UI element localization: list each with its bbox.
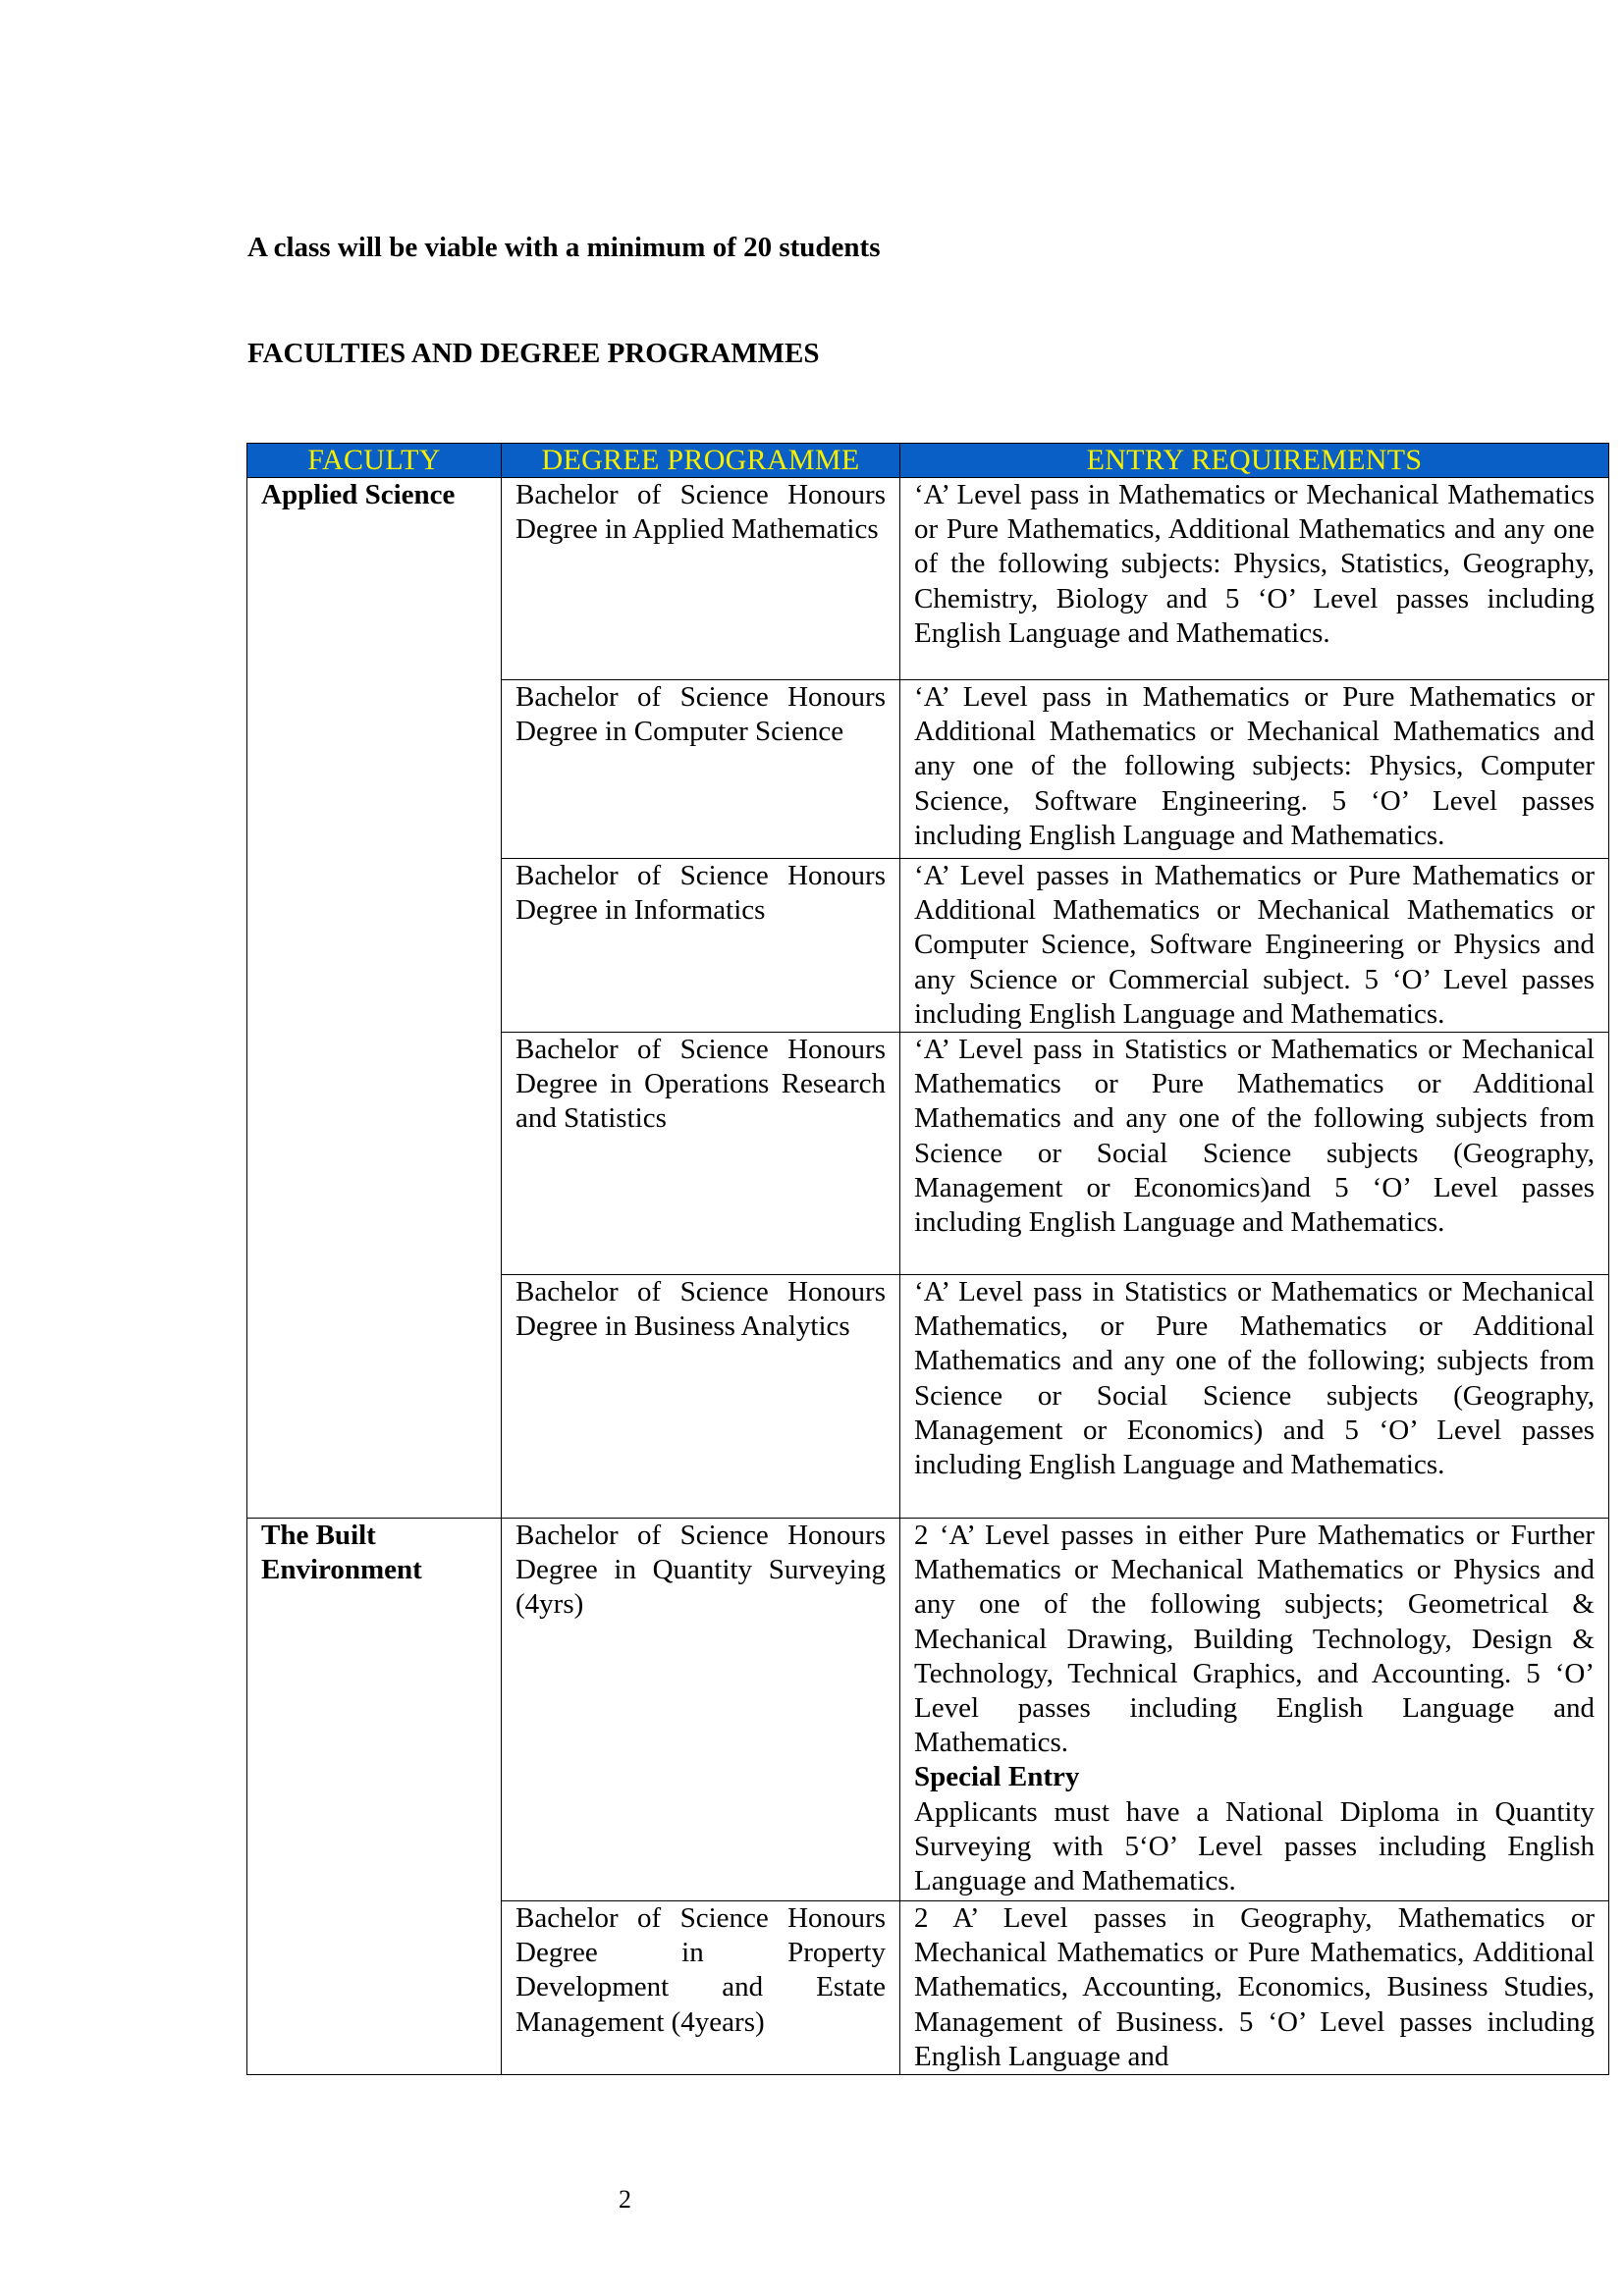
page-number: 2 [619, 2185, 631, 2214]
faculty-cell [247, 1275, 502, 1519]
programme-cell: Bachelor of Science Honours Degree in Property Development and Estate Management (4years) [502, 1901, 900, 2075]
faculty-cell [247, 1901, 502, 2075]
table-row [247, 478, 1609, 680]
programme-cell: Bachelor of Science Honours Degree in Quantity Surveying (4yrs) [502, 1519, 900, 1901]
requirements-cell: ‘A’ Level pass in Mathematics or Pure Mathematics or Additional Mathematics or Mechanical Mathematics and any one of the following subjects: Physics, Computer Science, Software Engineering. 5 ‘O’ Level passes including English Language and Mathematics. [900, 680, 1609, 859]
table-row [247, 1519, 1609, 1901]
table-header-row [247, 444, 1609, 478]
programme-cell: Bachelor of Science Honours Degree in Informatics [502, 859, 900, 1033]
programmes-table [246, 443, 1609, 2075]
header-faculty: FACULTY [247, 444, 502, 478]
special-entry-heading: Special Entry [914, 1761, 1080, 1793]
faculty-cell: The Built Environment [247, 1519, 502, 1901]
programme-cell: Bachelor of Science Honours Degree in Applied Mathematics [502, 478, 900, 680]
section-heading: FACULTIES AND DEGREE PROGRAMMES [247, 338, 820, 369]
requirements-cell: ‘A’ Level pass in Statistics or Mathematics or Mechanical Mathematics or Pure Mathematics or Additional Mathematics and any one of the following subjects from Science or Social Science subjects (Geography, Management or Economics)and 5 ‘O’ Level passes including English Language and Mathematics. [900, 1033, 1609, 1275]
requirements-cell: ‘A’ Level pass in Mathematics or Mechanical Mathematics or Pure Mathematics, Additional Mathematics and any one of the following subjects: Physics, Statistics, Geography, Chemistry, Biology and 5 ‘O’ Level passes including English Language and Mathematics. [900, 478, 1609, 680]
table-row [247, 680, 1609, 859]
requirements-text: 2 ‘A’ Level passes in either Pure Mathematics or Further Mathematics or Mechanical Mathematics or Physics and any one of the following subjects; Geometrical & Mechanical Drawing, Building Technology, Design & Technology, Technical Graphics, and Accounting. 5 ‘O’ Level passes including English Language and Mathematics. [914, 1520, 1595, 1759]
faculty-cell [247, 859, 502, 1033]
header-entry-requirements: ENTRY REQUIREMENTS [900, 444, 1609, 478]
viability-notice: A class will be viable with a minimum of 20 students [247, 232, 881, 263]
table-row [247, 1275, 1609, 1519]
programme-cell: Bachelor of Science Honours Degree in Computer Science [502, 680, 900, 859]
requirements-cell: ‘A’ Level pass in Statistics or Mathematics or Mechanical Mathematics, or Pure Mathematics or Additional Mathematics and any one of the following; subjects from Science or Social Science subjects (Geography, Management or Economics) and 5 ‘O’ Level passes including English Language and Mathematics. [900, 1275, 1609, 1519]
special-entry-text: Applicants must have a National Diploma in Quantity Surveying with 5‘O’ Level passes including English Language and Mathematics. [914, 1795, 1595, 1897]
programme-cell: Bachelor of Science Honours Degree in Operations Research and Statistics [502, 1033, 900, 1275]
faculty-cell [247, 680, 502, 859]
requirements-cell: ‘A’ Level passes in Mathematics or Pure Mathematics or Additional Mathematics or Mechanical Mathematics or Computer Science, Software Engineering or Physics and any Science or Commercial subject. 5 ‘O’ Level passes including English Language and Mathematics. [900, 859, 1609, 1033]
faculty-cell: Applied Science [247, 478, 502, 680]
table-row [247, 1033, 1609, 1275]
header-degree-programme: DEGREE PROGRAMME [502, 444, 900, 478]
faculty-cell [247, 1033, 502, 1275]
programme-cell: Bachelor of Science Honours Degree in Business Analytics [502, 1275, 900, 1519]
requirements-cell: 2 A’ Level passes in Geography, Mathematics or Mechanical Mathematics or Pure Mathematics, Additional Mathematics, Accounting, Economics, Business Studies, Management of Business. 5 ‘O’ Level passes including English Language and [900, 1901, 1609, 2075]
table-row [247, 1901, 1609, 2075]
requirements-cell [900, 1519, 1609, 1901]
table-row [247, 859, 1609, 1033]
